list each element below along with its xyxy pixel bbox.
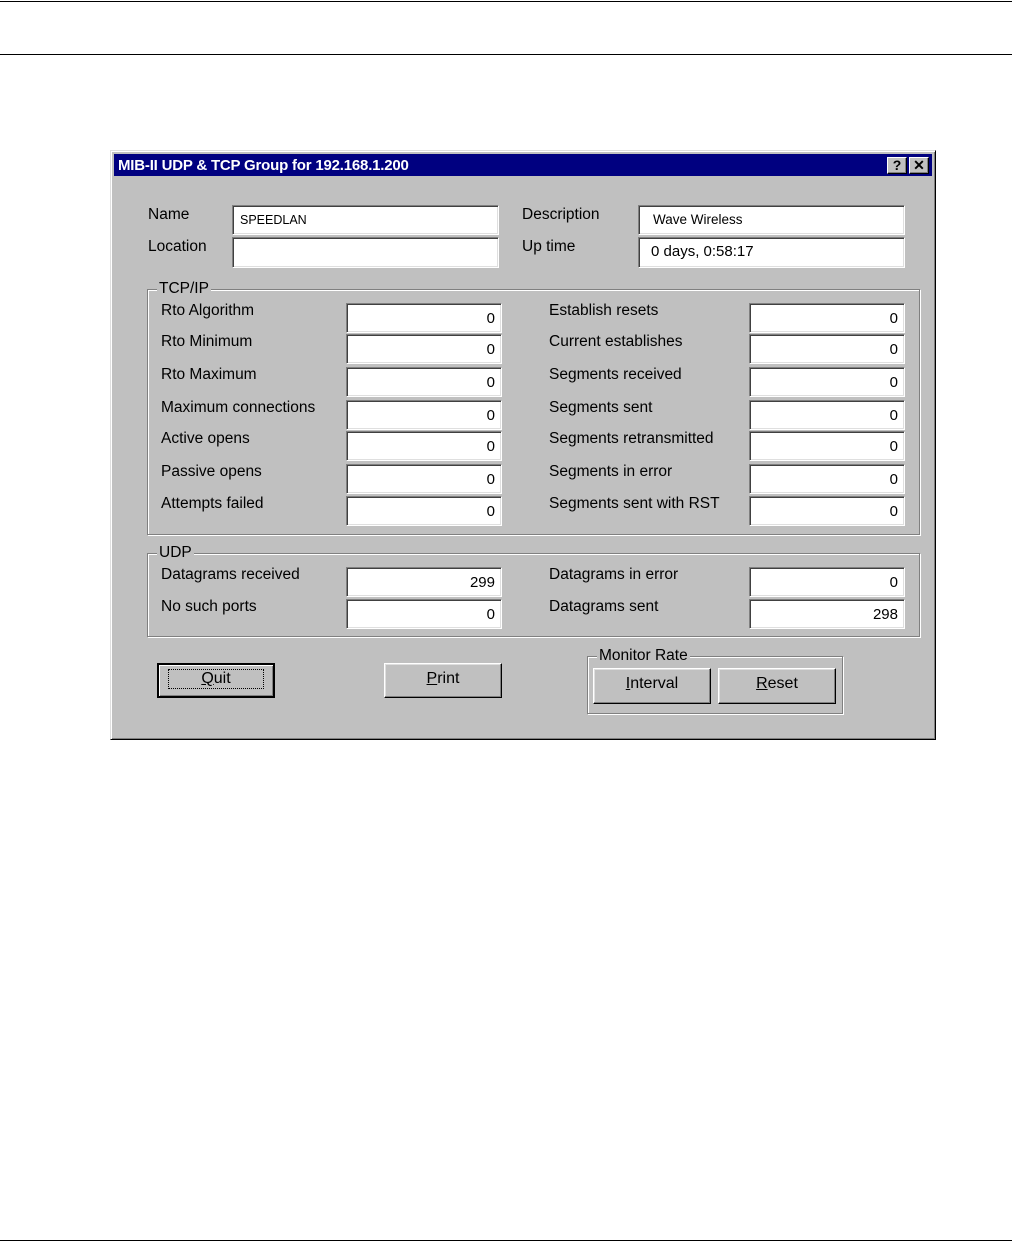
- location-label: Location: [148, 238, 207, 255]
- interval-button[interactable]: Interval: [593, 668, 711, 704]
- location-field[interactable]: [232, 237, 499, 268]
- title-bar[interactable]: [114, 154, 932, 176]
- close-icon: ✕: [913, 157, 925, 173]
- udp-left-value-field[interactable]: 299: [346, 567, 502, 597]
- uptime-label: Up time: [522, 238, 576, 255]
- window-title: MIB-II UDP & TCP Group for 192.168.1.200: [118, 157, 409, 174]
- uptime-field[interactable]: 0 days, 0:58:17: [638, 237, 905, 268]
- udp-right-value-field[interactable]: 298: [749, 599, 905, 629]
- close-button[interactable]: [909, 157, 929, 174]
- tcp-right-label: Segments sent with RST: [549, 495, 720, 512]
- udp-left-value-field[interactable]: 0: [346, 599, 502, 629]
- tcp-right-value-field[interactable]: 0: [749, 400, 905, 430]
- reset-button[interactable]: Reset: [718, 668, 836, 704]
- page-header-rule: [0, 54, 1012, 55]
- tcp-left-value-field[interactable]: 0: [346, 303, 502, 333]
- tcp-right-value-field[interactable]: 0: [749, 334, 905, 364]
- tcp-left-label: Rto Algorithm: [161, 302, 255, 319]
- mib-dialog: [110, 150, 936, 740]
- tcp-left-label: Attempts failed: [161, 495, 264, 512]
- tcp-right-label: Current establishes: [549, 333, 683, 350]
- page-top-rule: [0, 1, 1012, 2]
- tcp-right-label: Segments retransmitted: [549, 430, 714, 447]
- page-bottom-rule: [0, 1240, 1012, 1241]
- print-button[interactable]: Print: [384, 663, 502, 698]
- name-field[interactable]: SPEEDLAN: [232, 205, 499, 235]
- udp-left-label: Datagrams received: [161, 566, 300, 583]
- tcp-right-label: Segments received: [549, 366, 682, 383]
- help-button[interactable]: [887, 157, 907, 174]
- tcp-right-label: Segments in error: [549, 463, 673, 480]
- tcp-right-value-field[interactable]: 0: [749, 431, 905, 461]
- tcp-left-label: Passive opens: [161, 463, 262, 480]
- tcp-left-label: Active opens: [161, 430, 250, 447]
- tcp-left-label: Rto Minimum: [161, 333, 253, 350]
- tcp-right-value-field[interactable]: 0: [749, 303, 905, 333]
- tcp-left-value-field[interactable]: 0: [346, 464, 502, 494]
- description-label: Description: [522, 206, 600, 223]
- quit-button[interactable]: Quit: [157, 663, 275, 698]
- tcp-right-label: Establish resets: [549, 302, 659, 319]
- tcp-left-value-field[interactable]: 0: [346, 400, 502, 430]
- udp-right-label: Datagrams sent: [549, 598, 659, 615]
- tcp-right-value-field[interactable]: 0: [749, 496, 905, 526]
- help-icon: ?: [892, 157, 902, 173]
- description-field[interactable]: Wave Wireless: [638, 205, 905, 235]
- tcp-right-value-field[interactable]: 0: [749, 367, 905, 397]
- udp-right-value-field[interactable]: 0: [749, 567, 905, 597]
- udp-legend: UDP: [159, 544, 192, 561]
- tcp-left-value-field[interactable]: 0: [346, 496, 502, 526]
- tcpip-legend: TCP/IP: [159, 280, 209, 297]
- tcp-left-value-field[interactable]: 0: [346, 431, 502, 461]
- name-label: Name: [148, 206, 190, 223]
- udp-left-label: No such ports: [161, 598, 257, 615]
- tcp-right-value-field[interactable]: 0: [749, 464, 905, 494]
- tcp-left-label: Maximum connections: [161, 399, 316, 416]
- monitor-rate-legend: Monitor Rate: [599, 647, 688, 664]
- tcp-left-value-field[interactable]: 0: [346, 367, 502, 397]
- tcp-left-value-field[interactable]: 0: [346, 334, 502, 364]
- udp-right-label: Datagrams in error: [549, 566, 679, 583]
- tcp-left-label: Rto Maximum: [161, 366, 257, 383]
- tcp-right-label: Segments sent: [549, 399, 653, 416]
